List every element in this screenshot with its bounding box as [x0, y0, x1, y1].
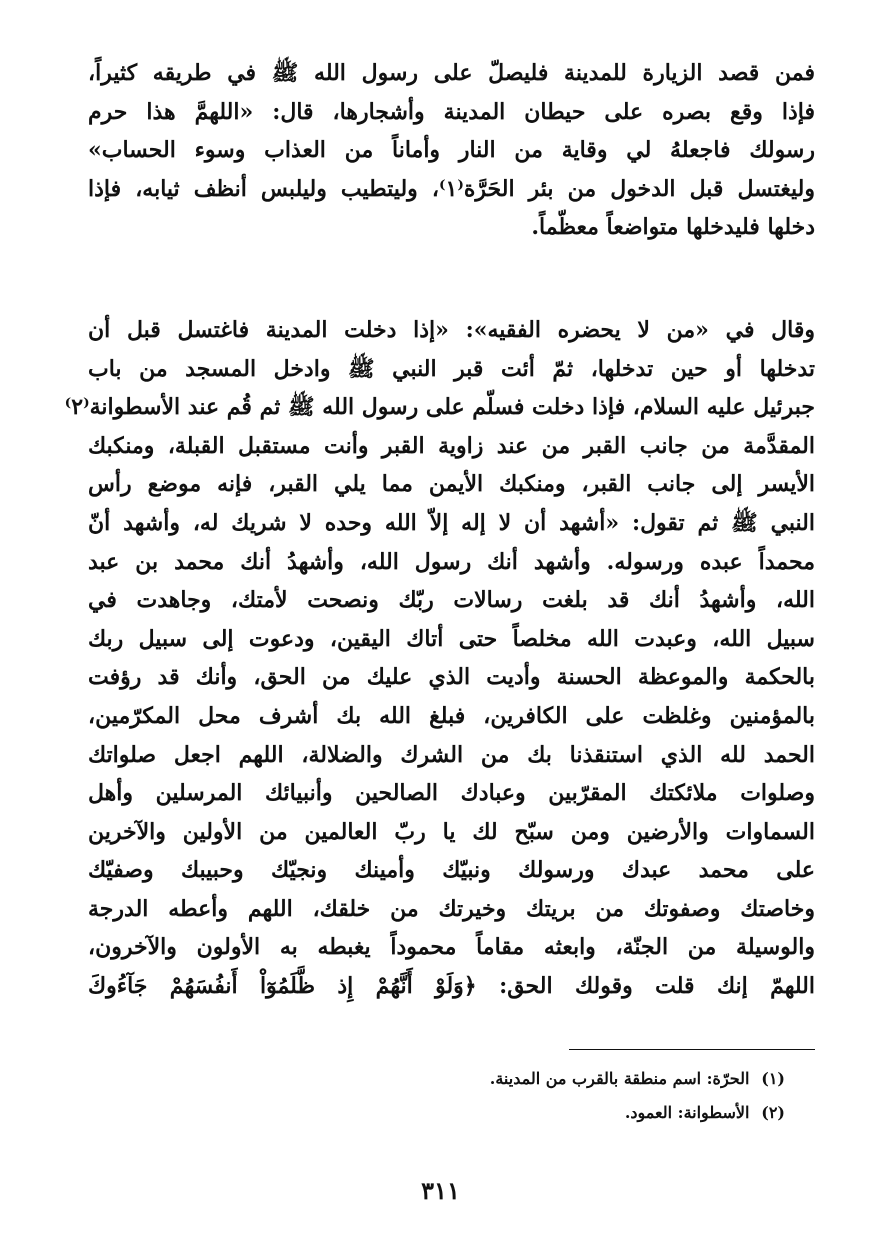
footnote-text: الحرّة: اسم منطقة بالقرب من المدينة.: [489, 1069, 750, 1088]
text-line: الأيسر إلى جانب القبر، ومنكبك الأيمن مما يلي القبر، فإنه موضع رأس: [88, 471, 815, 498]
text-line: جبرئيل عليه السلام، فإذا دخلت فسلّم على رسول الله ﷺ ثم قُم عند الأسطوانة⁽٢⁾: [64, 394, 815, 421]
text-line: المقدَّمة من جانب القبر من عند زاوية القبر وأنت مستقبل القبلة، ومنكبك: [88, 432, 815, 459]
paragraph-2: [64, 311, 815, 1006]
text-line: دخلها فليدخلها متواضعاً معظّماً.: [531, 214, 815, 241]
footnote-number: (٢): [761, 1103, 785, 1122]
text-line: والوسيلة من الجنّة، وابعثه مقاماً محموداً يغبطه به الأولون والآخرون،: [88, 934, 815, 961]
text-line: بالمؤمنين وغلظت على الكافرين، فبلغ الله بك أشرف محل المكرّمين،: [88, 702, 815, 729]
page-number: ٣١١: [421, 1176, 460, 1205]
text-line: محمداً عبده ورسوله. وأشهد أنك رسول الله، وأشهدُ أنك محمد بن عبد: [88, 548, 815, 575]
text-line: الحمد لله الذي استنقذنا بك من الشرك والضلالة، اللهم اجعل صلواتك: [88, 741, 815, 768]
text-line: الله، وأشهدُ أنك قد بلغت رسالات ربّك ونصحت لأمتك، وجاهدت في: [88, 587, 815, 614]
text-line: اللهمّ إنك قلت وقولك الحق: ﴿وَلَوْ أَنَّهُمْ إِذ ظَّلَمُوٓاْ أَنفُسَهُمْ جَآءُوكَ: [88, 973, 815, 1000]
text-line: وقال في «من لا يحضره الفقيه»: «إذا دخلت المدينة فاغتسل قبل أن: [88, 316, 815, 343]
text-line: بالحكمة والموعظة الحسنة وأديت الذي عليك من الحق، وأنك قد رؤفت: [88, 664, 815, 691]
text-line: السماوات والأرضين ومن سبّح لك يا ربّ العالمين من الأولين والآخرين: [88, 818, 815, 845]
text-line: وخاصتك وصفوتك من بريتك وخيرتك من خلقك، اللهم وأعطه الدرجة: [88, 895, 815, 922]
text-line: النبي ﷺ ثم تقول: «أشهد أن لا إله إلاّ الله وحده لا شريك له، وأشهد أنّ: [88, 509, 815, 536]
text-line: فإذا وقع بصره على حيطان المدينة وأشجارها، قال: «اللهمَّ هذا حرم: [88, 98, 815, 125]
footnote-2: [85, 1096, 785, 1130]
text-line: على محمد عبدك ورسولك ونبيّك وأمينك ونجيّك وحبيبك وصفيّك: [88, 857, 815, 884]
text-line: تدخلها أو حين تدخلها، ثمّ أئت قبر النبي ﷺ وادخل المسجد من باب: [88, 355, 815, 382]
text-line: وليغتسل قبل الدخول من بئر الحَرَّة⁽١⁾، وليتطيب وليلبس أنظف ثيابه، فإذا: [88, 175, 815, 202]
footnote-number: (١): [761, 1069, 785, 1088]
text-line: وصلوات ملائكتك المقرّبين وعبادك الصالحين وأنبيائك المرسلين وأهل: [88, 780, 815, 807]
paragraph-1: [88, 54, 815, 247]
text-line: فمن قصد الزيارة للمدينة فليصلّ على رسول الله ﷺ في طريقه كثيراً،: [88, 60, 815, 86]
footnote-divider: [569, 1049, 815, 1050]
footnotes: [85, 1062, 785, 1130]
footnote-text: الأسطوانة: العمود.: [624, 1103, 750, 1122]
text-line: رسولك فاجعلهُ لي وقاية من النار وأماناً من العذاب وسوء الحساب»: [88, 137, 815, 164]
text-line: سبيل الله، وعبدت الله مخلصاً حتى أتاك اليقين، ودعوت إلى سبيل ربك: [88, 625, 815, 652]
footnote-1: [85, 1062, 785, 1096]
